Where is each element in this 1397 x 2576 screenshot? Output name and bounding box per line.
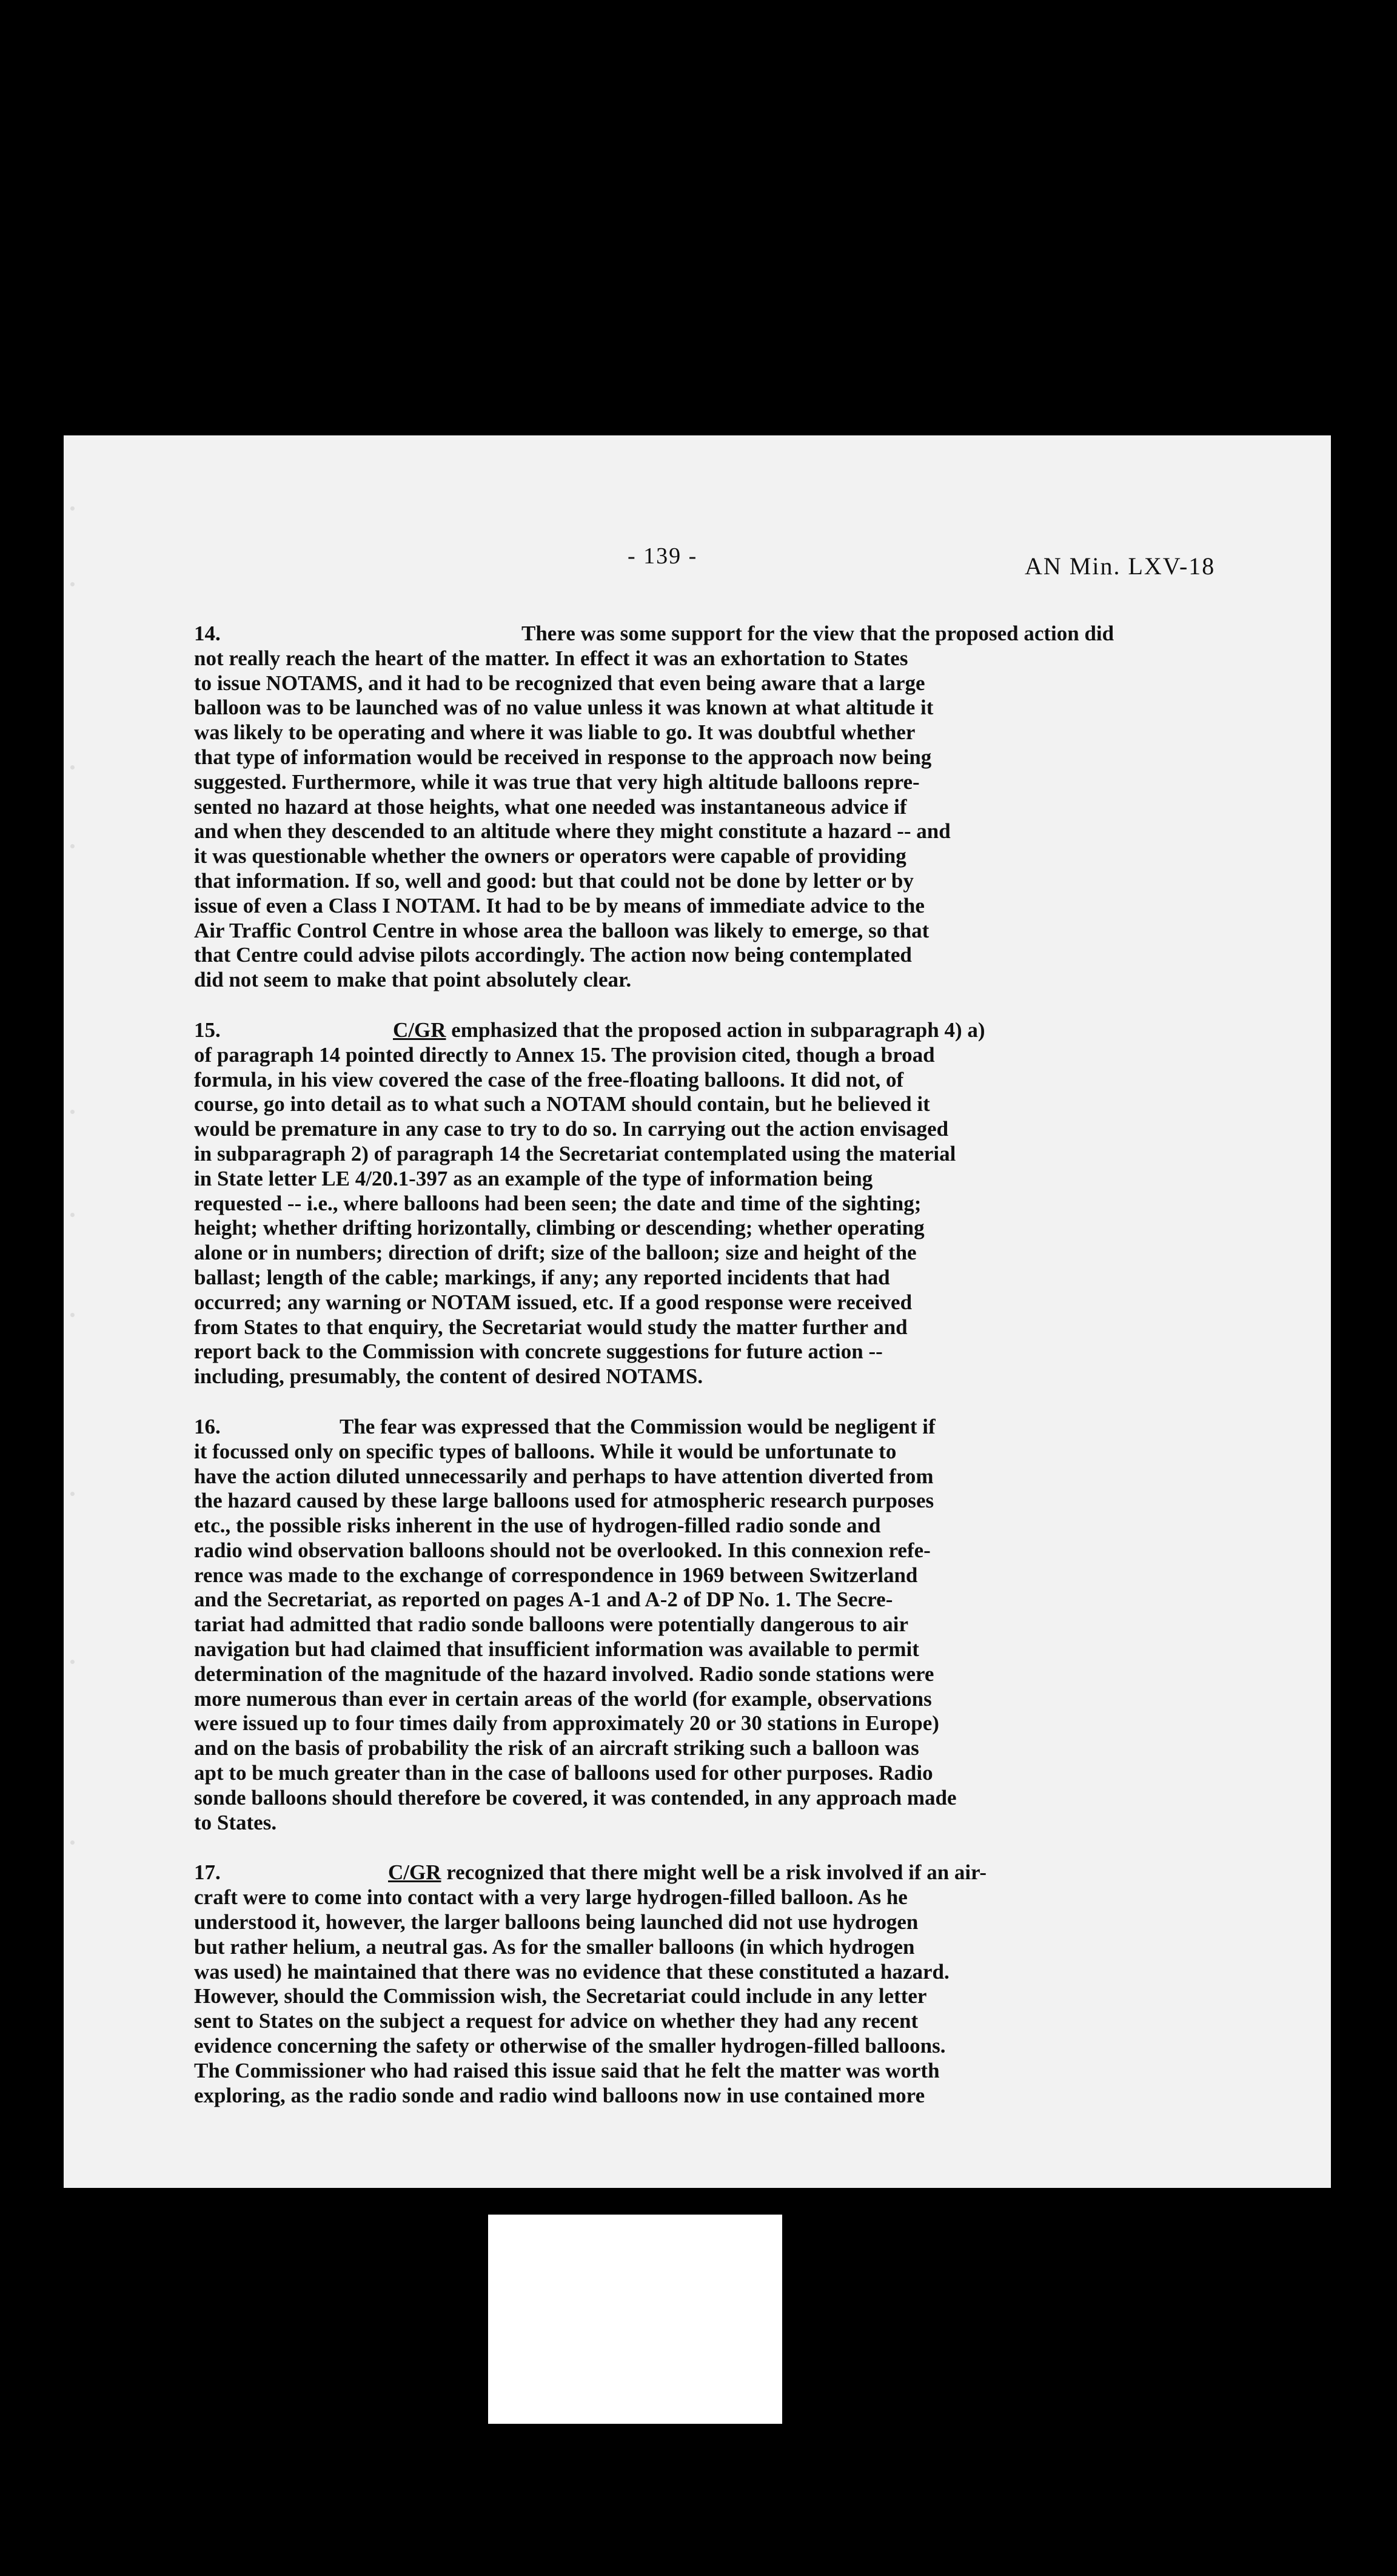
paragraph-line: would be premature in any case to try to do so. In carrying out the action envisaged	[194, 1117, 949, 1141]
paragraph-line: sonde balloons should therefore be covered, it was contended, in any approach made	[194, 1785, 957, 1810]
paragraph-line: occurred; any warning or NOTAM issued, etc. If a good response were received	[194, 1290, 913, 1314]
paragraph-line: The fear was expressed that the Commission would be negligent if	[340, 1414, 936, 1438]
paragraph-14	[194, 622, 1267, 993]
scan-speck	[70, 506, 75, 511]
paragraph-line: issue of even a Class I NOTAM. It had to be by means of immediate advice to the	[194, 893, 925, 917]
paragraph-line: apt to be much greater than in the case of balloons used for other purposes. Radio	[194, 1761, 933, 1785]
paragraph-line: craft were to come into contact with a very large hydrogen-filled balloon. As he	[194, 1885, 908, 1910]
paragraph-line: sent to States on the subject a request for advice on whether they had any recent	[194, 2009, 919, 2033]
paragraph-line: formula, in his view covered the case of the free-floating balloons. It did not, of	[194, 1067, 904, 1092]
paragraph-line: rence was made to the exchange of correspondence in 1969 between Switzerland	[194, 1563, 918, 1587]
paragraph-line: balloon was to be launched was of no value unless it was known at what altitude it	[194, 696, 934, 720]
page-number: - 139 -	[628, 543, 698, 569]
paragraph-line: to issue NOTAMS, and it had to be recognized that even being aware that a large	[194, 671, 925, 695]
paragraph-line: emphasized that the proposed action in subparagraph 4) a)	[451, 1018, 985, 1042]
paragraph-line: more numerous than ever in certain areas of the world (for example, observations	[194, 1686, 932, 1711]
paragraph-line: that type of information would be received in response to the approach now being	[194, 745, 932, 769]
scan-speck	[70, 1313, 75, 1317]
scan-speck	[70, 1213, 75, 1217]
paragraph-line: exploring, as the radio sonde and radio wind balloons now in use contained more	[194, 2083, 925, 2107]
paragraph-line: that Centre could advise pilots accordingly. The action now being contemplated	[194, 943, 912, 967]
paragraph-number: 17.	[194, 1860, 221, 1885]
paragraph-line: alone or in numbers; direction of drift; size of the balloon; size and height of the	[194, 1241, 917, 1265]
paragraph-number: 14.	[194, 622, 221, 645]
paragraph-line: of paragraph 14 pointed directly to Annex 15. The provision cited, though a broad	[194, 1042, 935, 1067]
paragraph-line: The Commissioner who had raised this issue said that he felt the matter was worth	[194, 2058, 940, 2082]
scan-speck	[70, 1492, 75, 1496]
paragraph-number: 16.	[194, 1414, 221, 1438]
paragraph-line: sented no hazard at those heights, what one needed was instantaneous advice if	[194, 794, 907, 819]
paragraph-line: course, go into detail as to what such a NOTAM should contain, but he believed it	[194, 1092, 930, 1116]
paragraph-line: not really reach the heart of the matter. In effect it was an exhortation to States	[194, 646, 908, 670]
paragraph-line: navigation but had claimed that insufficient information was available to permit	[194, 1637, 919, 1662]
speaker-label: C/GR	[393, 1018, 446, 1042]
paragraph-line: were issued up to four times daily from approximately 20 or 30 stations in Europe)	[194, 1711, 939, 1736]
paragraph-line: was likely to be operating and where it was liable to go. It was doubtful whether	[194, 720, 916, 745]
paragraph-line: but rather helium, a neutral gas. As for the smaller balloons (in which hydrogen	[194, 1934, 915, 1959]
paragraph-line: it focussed only on specific types of balloons. While it would be unfortunate to	[194, 1439, 897, 1463]
scan-speck	[70, 765, 75, 770]
paragraph-line: from States to that enquiry, the Secretariat would study the matter further and	[194, 1315, 908, 1339]
paragraph-line: and on the basis of probability the risk of an aircraft striking such a balloon was	[194, 1736, 919, 1760]
paragraph-line: etc., the possible risks inherent in the use of hydrogen-filled radio sonde and	[194, 1514, 881, 1538]
paragraph-line: have the action diluted unnecessarily and perhaps to have attention diverted from	[194, 1464, 934, 1488]
paragraph-line: understood it, however, the larger balloons being launched did not use hydrogen	[194, 1910, 919, 1934]
paragraph-line: and when they descended to an altitude where they might constitute a hazard -- and	[194, 819, 951, 844]
paragraph-line: the hazard caused by these large balloons used for atmospheric research purposes	[194, 1489, 934, 1513]
paragraph-line: However, should the Commission wish, the Secretariat could include in any letter	[194, 1984, 927, 2008]
paragraph-line: radio wind observation balloons should not be overlooked. In this connexion refe-	[194, 1538, 931, 1562]
scan-speck	[70, 1840, 75, 1845]
paragraph-line: in State letter LE 4/20.1-397 as an example of the type of information being	[194, 1166, 873, 1190]
paragraph-line: including, presumably, the content of desired NOTAMS.	[194, 1364, 703, 1389]
document-reference: AN Min. LXV-18	[1025, 552, 1216, 580]
paragraph-15	[194, 1018, 1267, 1389]
paragraph-line: evidence concerning the safety or otherwise of the smaller hydrogen-filled balloons.	[194, 2034, 946, 2058]
scan-speck	[70, 1660, 75, 1664]
paragraph-line: report back to the Commission with concrete suggestions for future action --	[194, 1340, 883, 1364]
paragraph-line: was used) he maintained that there was no evidence that these constituted a hazard.	[194, 1959, 950, 1984]
paragraph-line: it was questionable whether the owners or operators were capable of providing	[194, 844, 906, 868]
paragraph-line: height; whether drifting horizontally, climbing or descending; whether operating	[194, 1216, 925, 1240]
paragraph-line: did not seem to make that point absolutely clear.	[194, 968, 632, 992]
paragraph-line: suggested. Furthermore, while it was true that very high altitude balloons repre-	[194, 770, 920, 794]
paragraph-line: Air Traffic Control Centre in whose area the balloon was likely to emerge, so that	[194, 918, 930, 942]
paragraph-number: 15.	[194, 1018, 221, 1042]
paragraph-line: that information. If so, well and good: but that could not be done by letter or by	[194, 868, 914, 893]
paragraph-line: to States.	[194, 1810, 277, 1834]
scan-speck	[70, 1110, 75, 1114]
paragraph-16	[194, 1415, 1267, 1836]
paragraph-line: ballast; length of the cable; markings, if any; any reported incidents that had	[194, 1265, 890, 1289]
scan-speck	[70, 844, 75, 848]
paragraph-line: in subparagraph 2) of paragraph 14 the Secretariat contemplated using the material	[194, 1141, 956, 1166]
document-body	[194, 622, 1267, 2133]
paragraph-17	[194, 1860, 1267, 2108]
paragraph-line: recognized that there might well be a risk involved if an air-	[446, 1860, 987, 1885]
paragraph-line: There was some support for the view that the proposed action did	[521, 622, 1114, 645]
blank-label-card	[488, 2215, 782, 2424]
paragraph-line: requested -- i.e., where balloons had been seen; the date and time of the sighting;	[194, 1191, 922, 1215]
paragraph-line: tariat had admitted that radio sonde balloons were potentially dangerous to air	[194, 1612, 909, 1637]
scan-speck	[70, 582, 75, 586]
paragraph-line: and the Secretariat, as reported on pages A-1 and A-2 of DP No. 1. The Secre-	[194, 1588, 893, 1612]
speaker-label: C/GR	[388, 1860, 441, 1885]
paragraph-line: determination of the magnitude of the hazard involved. Radio sonde stations were	[194, 1662, 934, 1686]
